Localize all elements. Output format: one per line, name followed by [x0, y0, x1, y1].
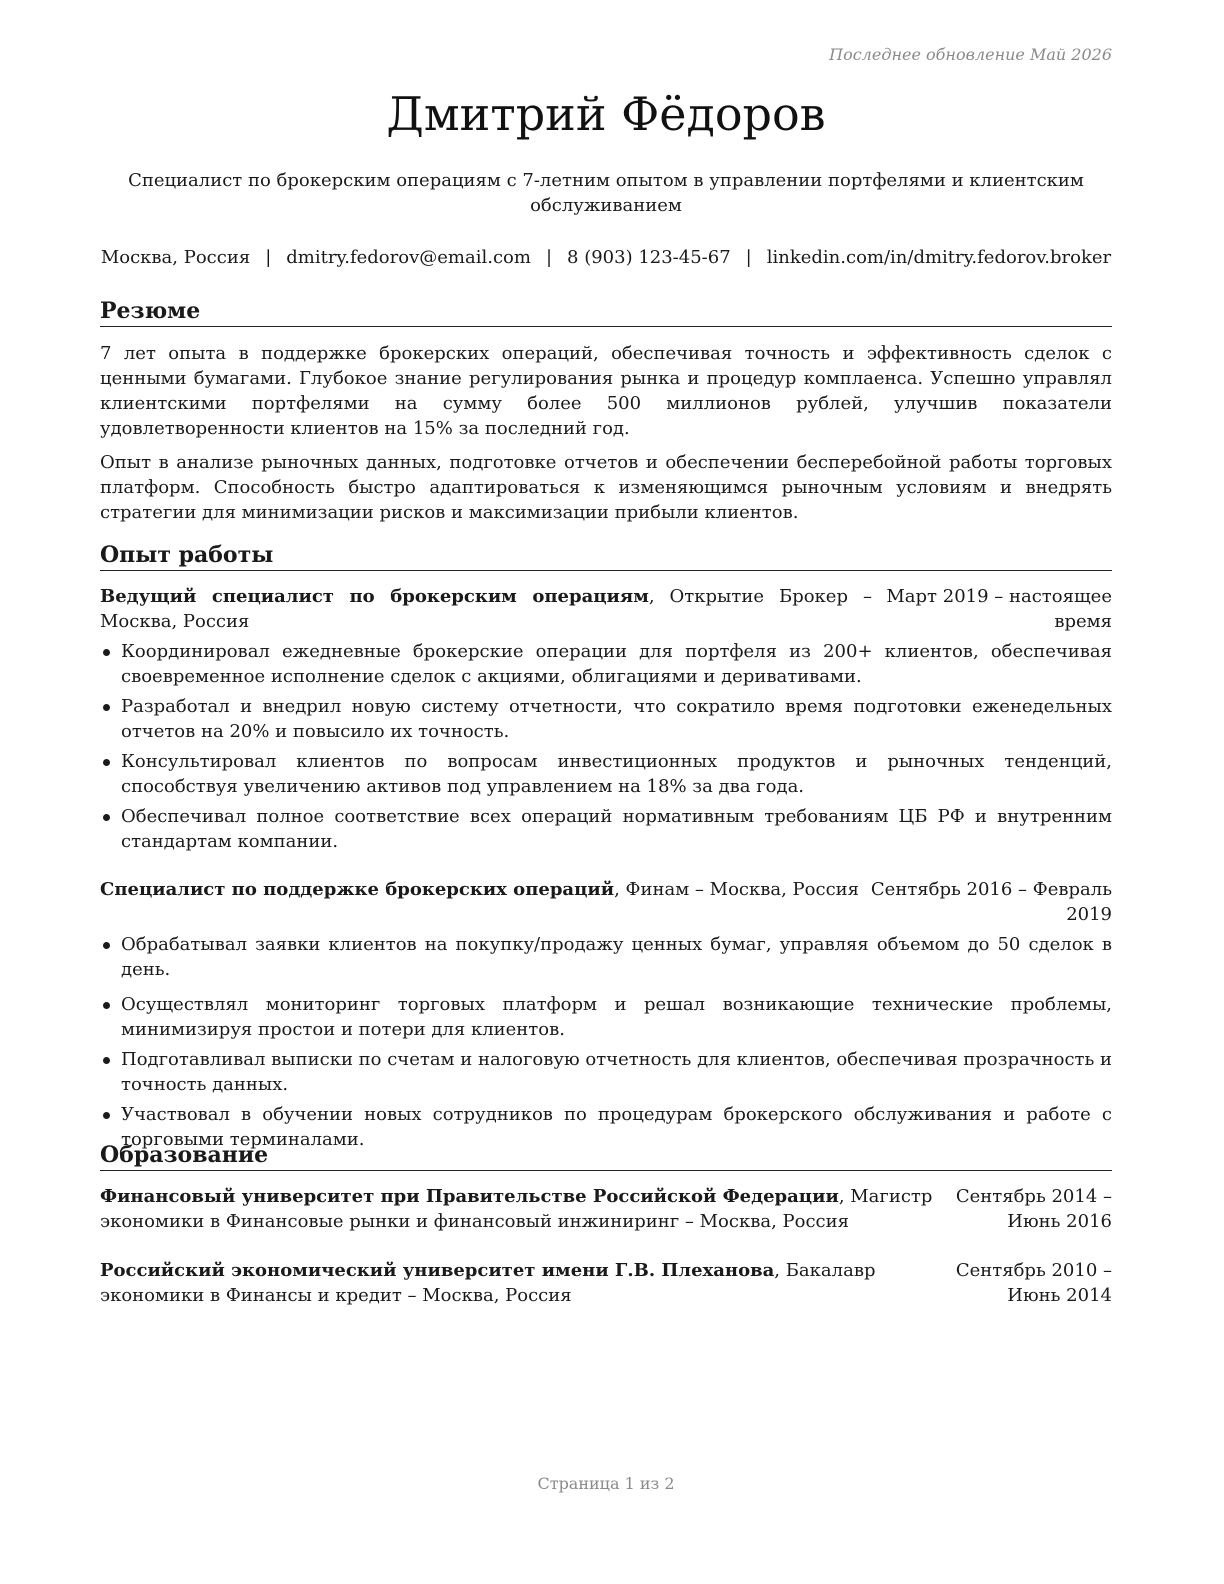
separator: | [745, 247, 752, 268]
list-item: Координировал ежедневные брокерские операции для портфеля из 200+ клиентов, обеспечивая своевременное исполнение сделок с акциями, облигациями и деривативами. [100, 639, 1112, 689]
degree-detail: , Магистр экономики в Финансовые рынки и финансовый инжиниринг – Москва, Россия [100, 1186, 933, 1232]
linkedin-link[interactable]: linkedin.com/in/dmitry.fedorov.broker [766, 247, 1112, 268]
school-name: Финансовый университет при Правительстве Российской Федерации [100, 1186, 839, 1207]
email-link[interactable]: dmitry.fedorov@email.com [286, 247, 531, 268]
separator: | [545, 247, 553, 268]
education-dates: Сентябрь 2010 – Июнь 2014 [955, 1260, 1112, 1306]
section-title-summary: Резюме [100, 297, 1112, 327]
separator: | [265, 247, 272, 268]
school-name: Российский экономический университет имени Г.В. Плеханова [100, 1260, 775, 1281]
page-number: Страница 1 из 2 [537, 1474, 675, 1493]
summary-paragraph: Опыт в анализе рыночных данных, подготовке отчетов и обеспечении бесперебойной работы торговых платформ. Способность быстро адаптироваться к изменяющимся рыночным условиям и внедрять стратегии для минимизации рисков и максимизации прибыли клиентов. [100, 452, 1112, 523]
education-dates: Сентябрь 2014 – Июнь 2016 [955, 1186, 1112, 1232]
list-item: Осуществлял мониторинг торговых платформ и решал возникающие технические проблемы, минимизируя простои и потери для клиентов. [100, 992, 1112, 1042]
list-item: Консультировал клиентов по вопросам инвестиционных продуктов и рыночных тенденций, способствуя увеличению активов под управлением на 18% за два года. [100, 749, 1112, 799]
tagline: Специалист по брокерским операциям с 7-летним опытом в управлении портфелями и клиентским обслуживанием [128, 170, 1084, 216]
job-header [100, 584, 1112, 634]
list-item: Подготавливал выписки по счетам и налоговую отчетность для клиентов, обеспечивая прозрачность и точность данных. [100, 1047, 1112, 1097]
job-bullets [100, 639, 1112, 859]
last-updated: Последнее обновление Май 2026 [829, 45, 1112, 64]
job-bullets [100, 932, 1112, 1157]
degree-detail: , Бакалавр экономики в Финансы и кредит – Москва, Россия [100, 1260, 876, 1306]
list-item: Обрабатывал заявки клиентов на покупку/продажу ценных бумаг, управляя объемом до 50 сделок в день. [100, 932, 1112, 982]
education-item [100, 1184, 1112, 1234]
contact-line [100, 245, 1112, 270]
candidate-name: Дмитрий Фёдоров [386, 87, 826, 141]
list-item: Участвовал в обучении новых сотрудников по процедурам брокерского обслуживания и работе с торговыми терминалами. [100, 1102, 1112, 1152]
job-dates: Сентябрь 2016 – Февраль 2019 [870, 879, 1112, 925]
job-header [100, 877, 1112, 927]
job-role: Специалист по поддержке брокерских операций [100, 879, 615, 900]
summary-paragraph: 7 лет опыта в поддержке брокерских операций, обеспечивая точность и эффективность сделок с ценными бумагами. Глубокое знание регулирования рынка и процедур комплаенса. Успешно управлял клиентскими портфелями на сумму более 500 миллионов рублей, улучшив показатели удовлетворенности клиентов на 15% за последний год. [100, 343, 1112, 439]
list-item: Разработал и внедрил новую систему отчетности, что сократило время подготовки еженедельных отчетов на 20% и повысило их точность. [100, 694, 1112, 744]
location: Москва, Россия [100, 247, 251, 268]
phone: 8 (903) 123-45-67 [567, 247, 731, 268]
education-item [100, 1258, 1112, 1308]
section-title-education: Образование [100, 1141, 1112, 1171]
job-dates: Март 2019 – настоящее время [886, 586, 1112, 632]
list-item: Обеспечивал полное соответствие всех операций нормативным требованиям ЦБ РФ и внутренним стандартам компании. [100, 804, 1112, 854]
section-title-experience: Опыт работы [100, 541, 1112, 571]
job-org: , Открытие Брокер – Москва, Россия [100, 586, 872, 632]
job-org: , Финам – Москва, Россия [614, 879, 860, 900]
job-role: Ведущий специалист по брокерским операциям [100, 586, 649, 607]
